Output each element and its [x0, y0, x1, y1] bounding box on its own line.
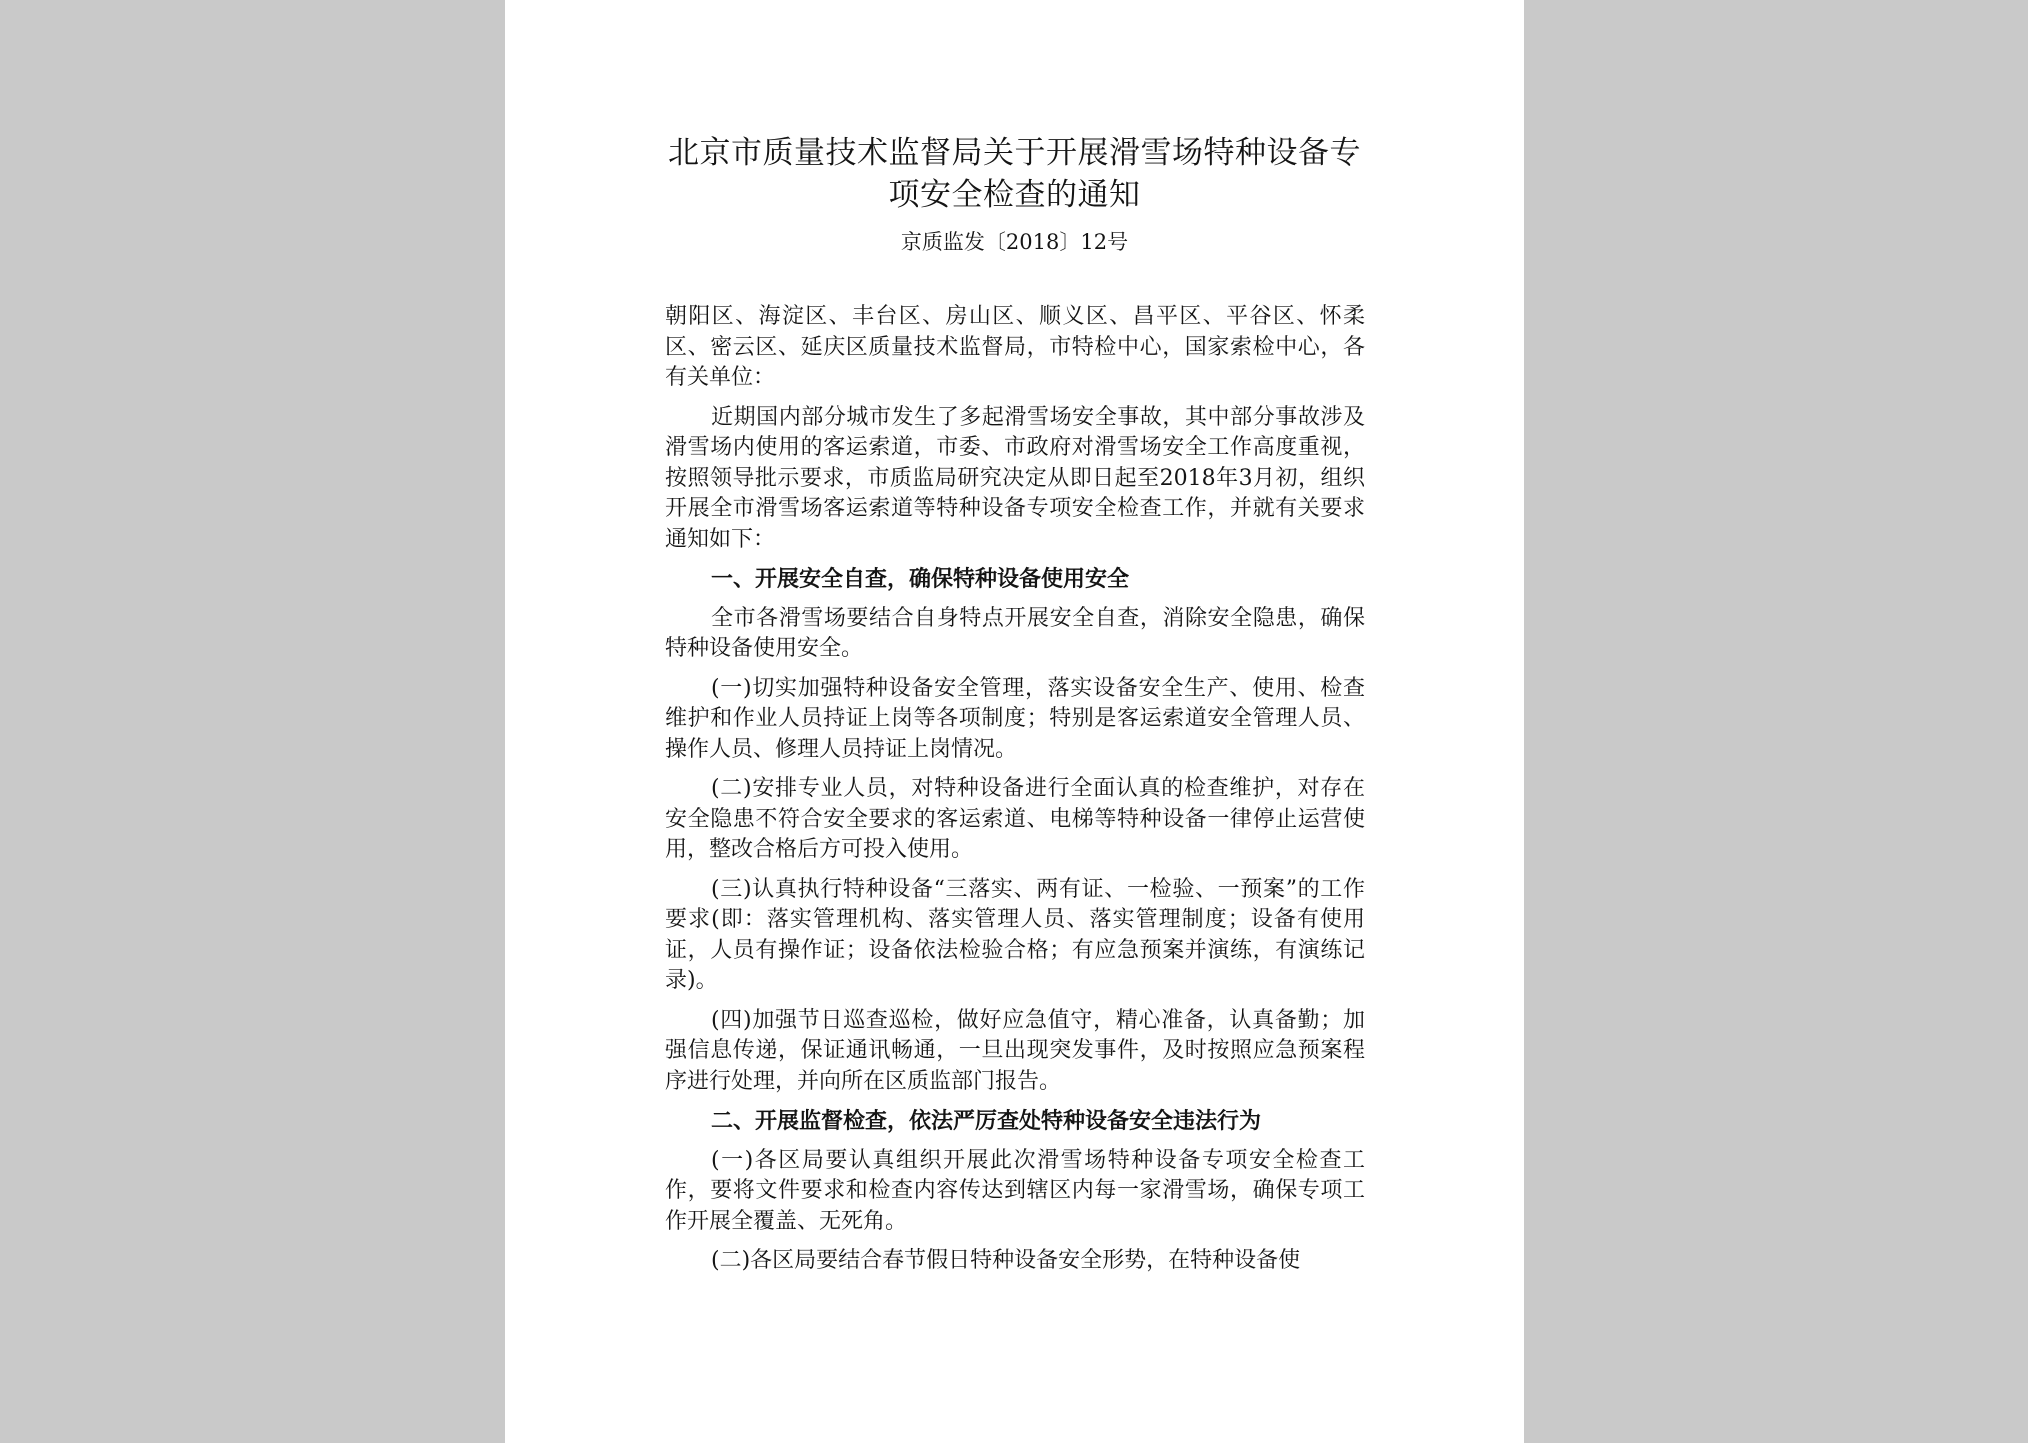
document-page	[505, 0, 1524, 1443]
list-item: (二)安排专业人员，对特种设备进行全面认真的检查维护，对存在安全隐患不符合安全要求的客运索道、电梯等特种设备一律停止运营使用，整改合格后方可投入使用。	[665, 776, 1365, 862]
list-item: (四)加强节日巡查巡检，做好应急值守，精心准备，认真备勤；加强信息传递，保证通讯畅通，一旦出现突发事件，及时按照应急预案程序进行处理，并向所在区质监部门报告。	[665, 1007, 1365, 1094]
section-heading-1: 一、开展安全自查，确保特种设备使用安全	[711, 566, 1130, 592]
section-heading-2: 二、开展监督检查，依法严厉查处特种设备安全违法行为	[711, 1108, 1262, 1134]
addressee-paragraph: 朝阳区、海淀区、丰台区、房山区、顺义区、昌平区、平谷区、怀柔区、密云区、延庆区质量技术监督局，市特检中心，国家索检中心，各有关单位：	[665, 304, 1365, 390]
document-header	[505, 132, 1524, 258]
document-title-line-1: 北京市质量技术监督局关于开展滑雪场特种设备专	[668, 135, 1361, 171]
intro-paragraph: 近期国内部分城市发生了多起滑雪场安全事故，其中部分事故涉及滑雪场内使用的客运索道，市委、市政府对滑雪场安全工作高度重视，按照领导批示要求，市质监局研究决定从即日起至2018年3月初，组织开展全市滑雪场客运索道等特种设备专项安全检查工作，并就有关要求通知如下：	[665, 404, 1365, 552]
list-item: (一)各区局要认真组织开展此次滑雪场特种设备专项安全检查工作，要将文件要求和检查内容传达到辖区内每一家滑雪场，确保专项工作开展全覆盖、无死角。	[665, 1147, 1365, 1234]
list-item: (三)认真执行特种设备“三落实、两有证、一检验、一预案”的工作要求(即：落实管理机构、落实管理人员、落实管理制度；设备有使用证，人员有操作证；设备依法检验合格；有应急预案并演练，有演练记录)。	[665, 876, 1365, 993]
list-item: (一)切实加强特种设备安全管理，落实设备安全生产、使用、检查维护和作业人员持证上岗等各项制度；特别是客运索道安全管理人员、操作人员、修理人员持证上岗情况。	[665, 675, 1365, 762]
document-body	[665, 302, 1365, 1286]
document-number: 京质监发〔2018〕12号	[900, 230, 1129, 254]
body-paragraph: 全市各滑雪场要结合自身特点开展安全自查，消除安全隐患，确保特种设备使用安全。	[665, 605, 1365, 661]
list-item: (二)各区局要结合春节假日特种设备安全形势，在特种设备使	[711, 1248, 1301, 1273]
document-title-line-2: 项安全检查的通知	[888, 177, 1141, 213]
